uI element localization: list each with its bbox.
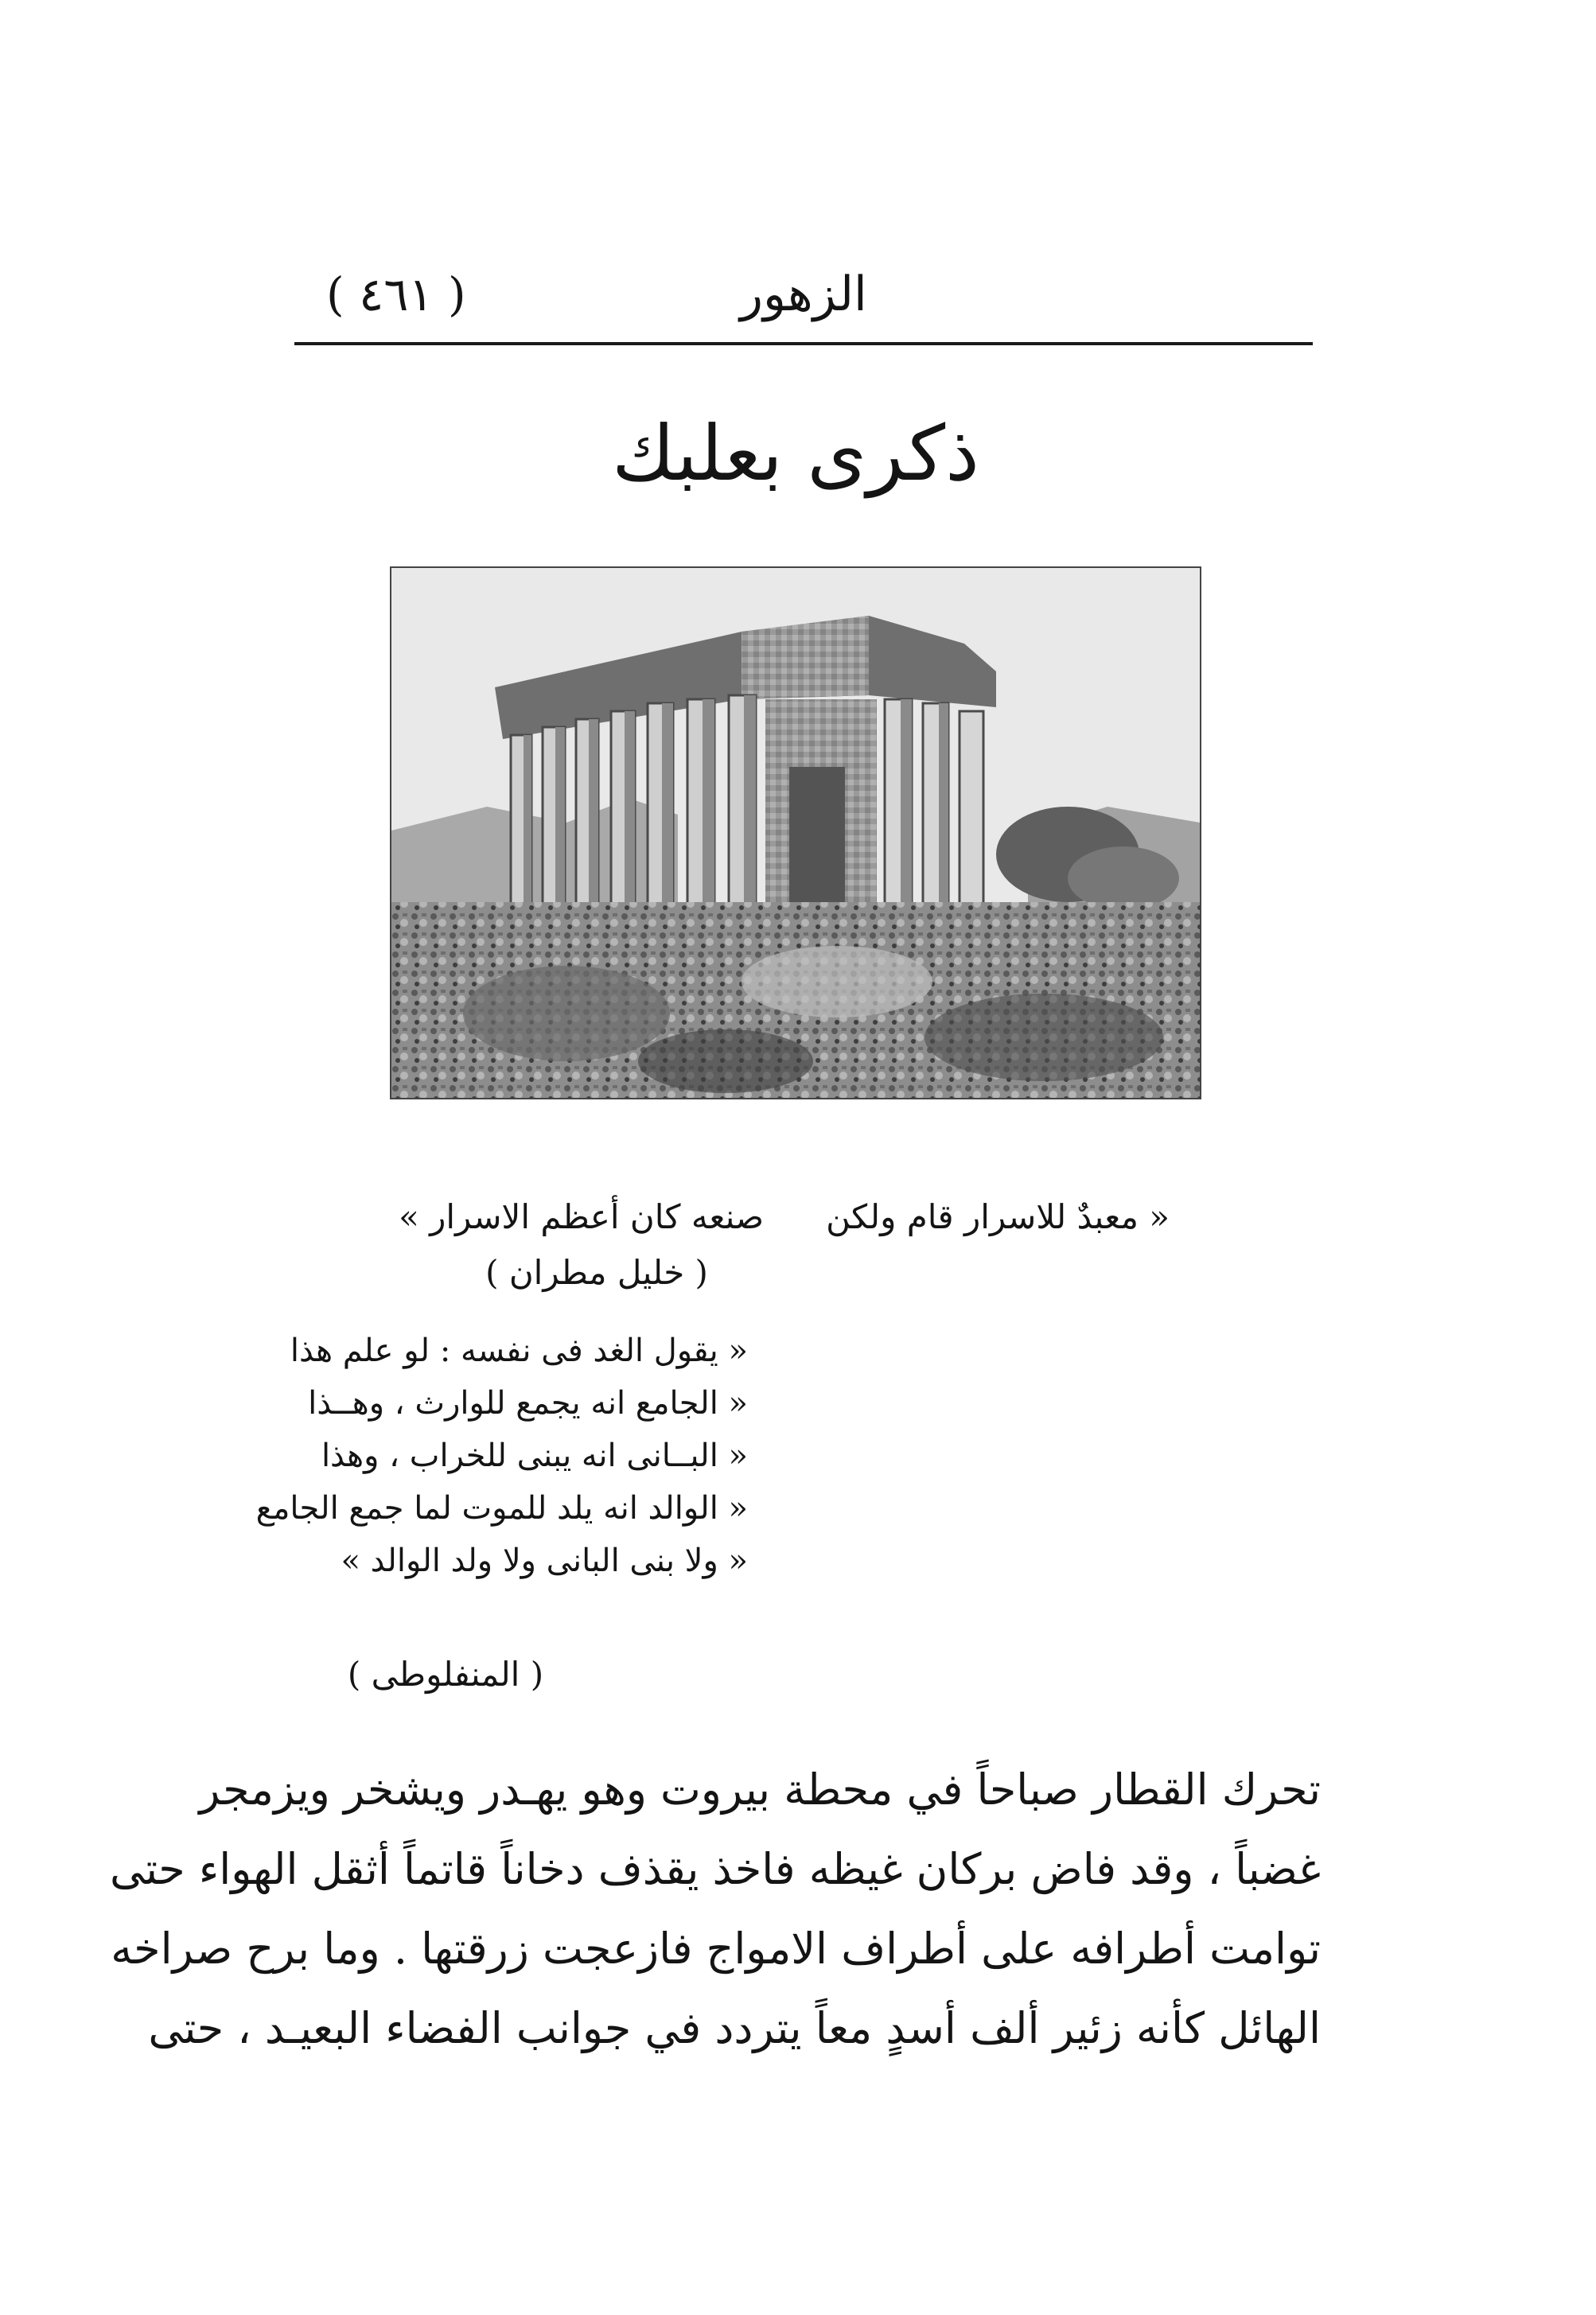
running-title: الزهور — [740, 267, 867, 322]
quote-line: « الوالد انه يلد للموت لما جمع الجامع — [255, 1490, 748, 1527]
page-number: ( ٤٦١ ) — [326, 267, 466, 321]
quote-attribution: ( المنفلوطى ) — [347, 1655, 544, 1694]
verse-attribution: ( خليل مطران ) — [485, 1253, 708, 1292]
temple-ruins-photo — [390, 566, 1201, 1099]
header-rule — [294, 342, 1313, 345]
quote-line: « يقول الغد فى نفسه : لو علم هذا — [290, 1333, 748, 1369]
page-header — [294, 263, 1313, 350]
body-paragraph — [110, 1750, 1321, 2068]
body-line: توامت أطرافه على أطراف الامواج فازعجت زرقتها . وما برح صراخه — [111, 1924, 1321, 1974]
verse-second-hemistich: صنعه كان أعظم الاسرار » — [399, 1197, 764, 1236]
verse-first-hemistich: « معبدٌ للاسرار قام ولكن — [826, 1197, 1170, 1236]
body-line: تحرك القطار صباحاً في محطة بيروت وهو يهـدر ويشخر ويزمجر — [199, 1764, 1321, 1815]
quote-line: « البــانى انه يبنى للخراب ، وهذا — [321, 1438, 748, 1474]
body-line: غضباً ، وقد فاض بركان غيظه فاخذ يقذف دخاناً قاتماً أثقل الهواء حتى — [110, 1844, 1321, 1894]
prose-quote — [255, 1325, 748, 1587]
body-line: الهائل كأنه زئير ألف أسدٍ معاً يتردد في جوانب الفضاء البعيـد ، حتى — [148, 2003, 1321, 2053]
quote-line: « الجامع انه يجمع للوارث ، وهــذا — [308, 1385, 748, 1422]
article-title: ذكرى بعلبك — [612, 409, 979, 498]
quote-line: « ولا بنى البانى ولا ولد الوالد » — [341, 1543, 748, 1579]
